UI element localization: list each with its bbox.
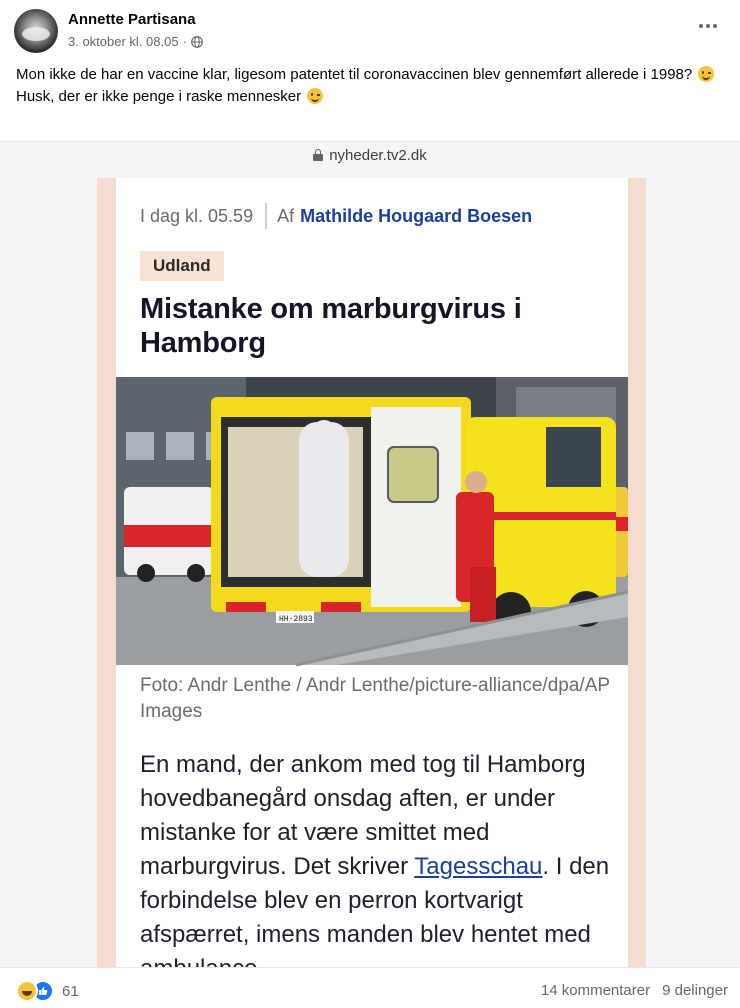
haha-reaction-icon — [16, 980, 38, 1002]
post-text-line1: Mon ikke de har en vaccine klar, ligesom patentet til coronavaccinen blev gennemført allerede i 1998? — [16, 66, 693, 83]
lock-icon — [313, 149, 323, 161]
post-text — [16, 64, 726, 108]
byline-separator — [265, 203, 267, 229]
article-photo — [116, 377, 628, 665]
article-time: I dag kl. 05.59 — [140, 205, 254, 226]
article-author: Mathilde Hougaard Boesen — [300, 205, 533, 226]
category-badge: Udland — [140, 251, 224, 281]
post-header — [0, 0, 740, 62]
wink-emoji-icon — [698, 66, 714, 82]
post-stats — [541, 982, 728, 999]
avatar[interactable] — [14, 9, 58, 53]
reaction-summary[interactable] — [16, 980, 79, 1002]
body-part-1: En mand, der ankom med tog til Hamborg hovedbanegård onsdag aften, er under mistanke for at være smittet med marburgvirus. Det skriver — [140, 751, 586, 880]
reactions-bar — [0, 967, 740, 1008]
wink-emoji-icon — [307, 88, 323, 104]
byline-prefix: Af — [277, 205, 295, 226]
more-options-icon[interactable] — [696, 14, 720, 38]
author-name[interactable]: Annette Partisana — [68, 11, 196, 28]
photo-caption: Foto: Andr Lenthe / Andr Lenthe/picture-alliance/dpa/AP Images — [140, 675, 610, 722]
article-headline: Mistanke om marburgvirus i Hamborg — [140, 293, 522, 359]
comments-count[interactable]: 14 kommentarer — [540, 982, 651, 999]
article-byline — [140, 203, 532, 229]
shares-count[interactable]: 9 delinger — [662, 982, 728, 999]
url-bar — [0, 142, 740, 168]
ambulance-photo — [116, 377, 628, 665]
tagesschau-link: Tagesschau — [414, 853, 543, 880]
globe-icon[interactable] — [191, 36, 203, 48]
article-page — [116, 178, 628, 978]
url-text: nyheder.tv2.dk — [329, 146, 427, 164]
meta-separator: · — [182, 34, 187, 49]
reaction-count: 61 — [62, 982, 79, 1000]
license-plate-text: HH-2893 — [279, 615, 313, 624]
shared-screenshot-image[interactable] — [0, 142, 740, 967]
article-body — [140, 748, 610, 986]
post-meta — [68, 34, 203, 49]
post-timestamp[interactable]: 3. oktober kl. 08.05 — [68, 34, 179, 49]
post-text-line2: Husk, der er ikke penge i raske mennesker — [16, 88, 302, 105]
body-part-2: . I den forbindelse blev en perron kortvarigt afspærret, imens manden blev hentet med — [140, 853, 610, 948]
